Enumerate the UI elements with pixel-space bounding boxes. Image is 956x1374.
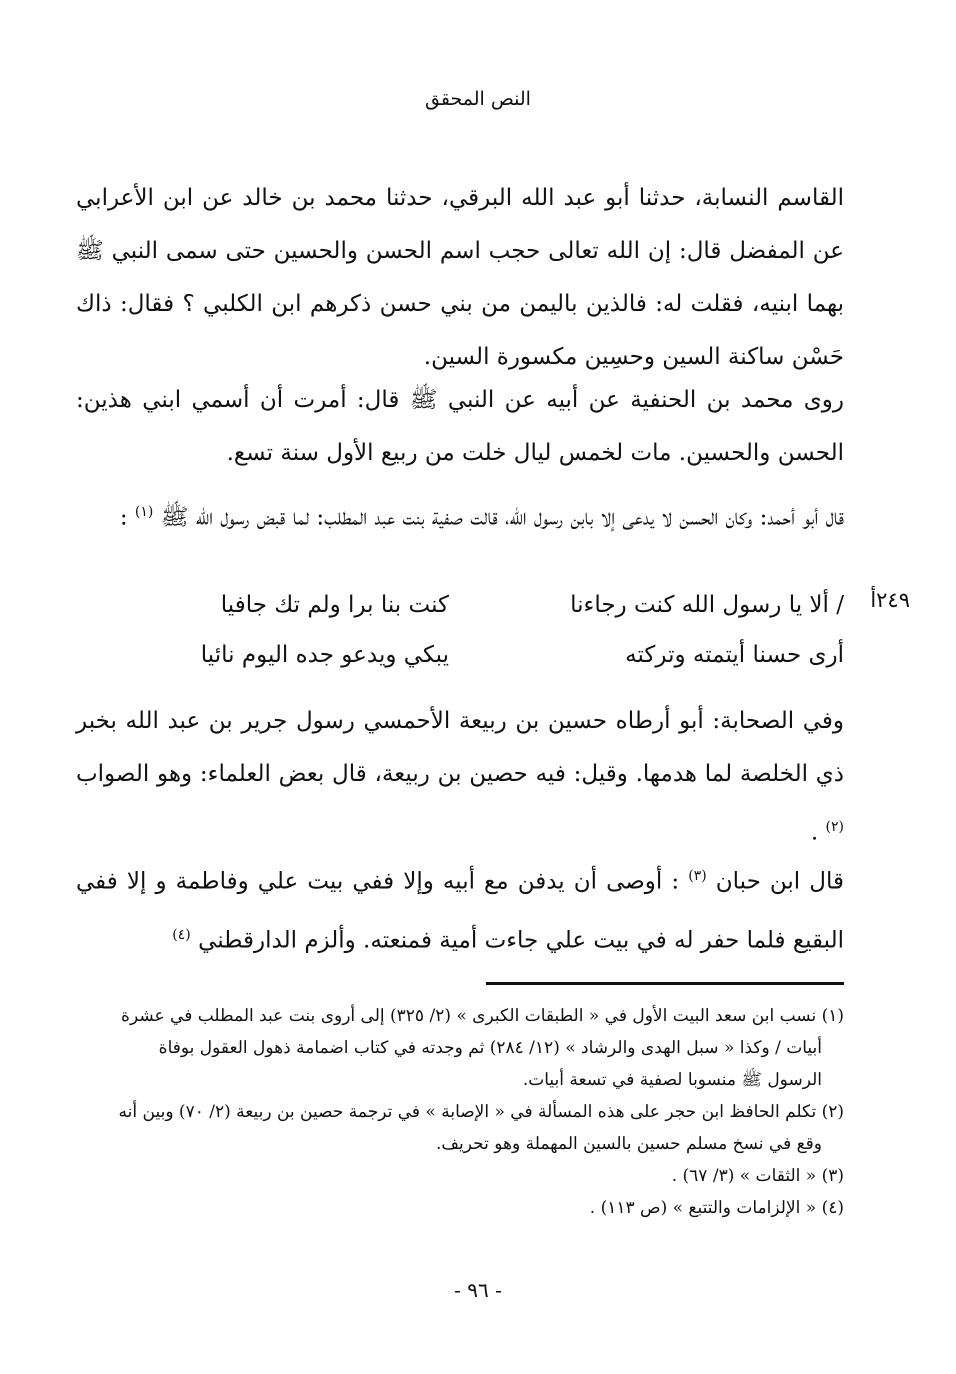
footnote-2-line-2: وقع في نسخ مسلم حسين بالسين المهملة وهو تحريف.: [436, 1134, 822, 1154]
footnote-ref-4: (٤): [172, 926, 191, 943]
page-number: - ٩٦ -: [454, 1278, 502, 1302]
footnote-ref-1: (١): [134, 504, 154, 520]
paragraph-4: [76, 695, 844, 860]
footnotes: [76, 1000, 844, 1224]
paragraph-5-line: [76, 850, 844, 967]
poem-verse-2: [76, 630, 844, 680]
footnote-3: (٣) « الثقات » (٣/ ٦٧) .: [671, 1166, 844, 1186]
paragraph-5-text: : أوصى أن يدفن مع أبيه وإلا ففي بيت علي وفاطمة و إلا ففي البقيع فلما حفر له في بيت علي جاءت أمية فمنعته. وألزم الدارقطني: [76, 868, 844, 954]
verse-1-second-hemistich: كنت بنا برا ولم تك جافيا: [220, 592, 449, 618]
footnote-1-line-1: (١) نسب ابن سعد البيت الأول في « الطبقات الكبرى » (٢/ ٣٢٥) إلى أروى بنت عبد المطلب في عشرة: [121, 1006, 844, 1026]
footnote-ref-2: (٢): [825, 819, 844, 835]
manuscript-folio-marker: ٢٤٩أ: [870, 588, 910, 612]
footnote-2-line-1: (٢) تكلم الحافظ ابن حجر على هذه المسألة في « الإصابة » في ترجمة حصين بن ربيعة (٢/ ٧٠) وبين أنه: [118, 1102, 844, 1122]
paragraph-4-text: وفي الصحابة: أبو أرطاه حسين بن ربيعة الأحمسي رسول جرير بن عبد الله بخبر ذي الخلصة لما هدمها. وقيل: فيه حصين بن ربيعة، قال بعض العلماء: وهو الصواب: [76, 708, 844, 787]
footnote-1-line-3: الرسول ﷺ منسوبا لصفية في تسعة أبيات.: [522, 1070, 822, 1090]
paragraph-3-text: قال أبو أحمد: وكان الحسن لا يدعى إلا بابن رسول الله، قالت صفية بنت عبد المطلب: لما قبض رسول الله ﷺ: [160, 504, 844, 531]
paragraph-5-start: قال ابن حبان: [715, 868, 844, 895]
footnote-1-line-2: أبيات / وكذا « سبل الهدى والرشاد » (١٢/ ٢٨٤) ثم وجدته في كتاب اضمامة ذهول العقول بوفاة: [158, 1038, 822, 1058]
poem-verse-1: [76, 580, 844, 630]
paragraph-5: [76, 850, 844, 967]
paragraph-1: [76, 172, 844, 384]
footnote-separator: [486, 982, 844, 985]
footnote-4: (٤) « الإلزامات والتتبع » (ص ١١٣) .: [589, 1198, 844, 1218]
paragraph-3-line: [76, 486, 844, 545]
paragraph-2: [76, 374, 844, 480]
paragraph-4-line: [76, 695, 844, 860]
paragraph-3: [76, 486, 844, 545]
running-head: النص المحقق: [425, 88, 531, 110]
verse-2-second-hemistich: يبكي ويدعو جده اليوم نائيا: [200, 642, 449, 668]
verse-1-first-hemistich: / ألا يا رسول الله كنت رجاءنا: [570, 592, 844, 618]
verse-2-first-hemistich: أرى حسنا أيتمته وتركته: [625, 642, 844, 668]
paragraph-2-text: روى محمد بن الحنفية عن أبيه عن النبي ﷺ قال: أمرت أن أسمي ابني هذين: الحسن والحسين. مات لخمس ليال خلت من ربيع الأول سنة تسع.: [76, 387, 844, 466]
paragraph-3-end: :: [119, 504, 128, 531]
footnote-ref-3: (٣): [688, 868, 707, 884]
paragraph-4-end: .: [810, 819, 819, 846]
poem: [76, 580, 844, 680]
paragraph-1-text: القاسم النسابة، حدثنا أبو عبد الله البرقي، حدثنا محمد بن خالد عن ابن الأعرابي عن المفضل قال: إن الله تعالى حجب اسم الحسن والحسين حتى سمى النبي ﷺ بهما ابنيه، فقلت له: فالذين باليمن من بني حسن ذكرهم ابن الكلبي ؟ فقال: ذاك حَسْن ساكنة السين وحسِين مكسورة السين.: [76, 185, 844, 370]
